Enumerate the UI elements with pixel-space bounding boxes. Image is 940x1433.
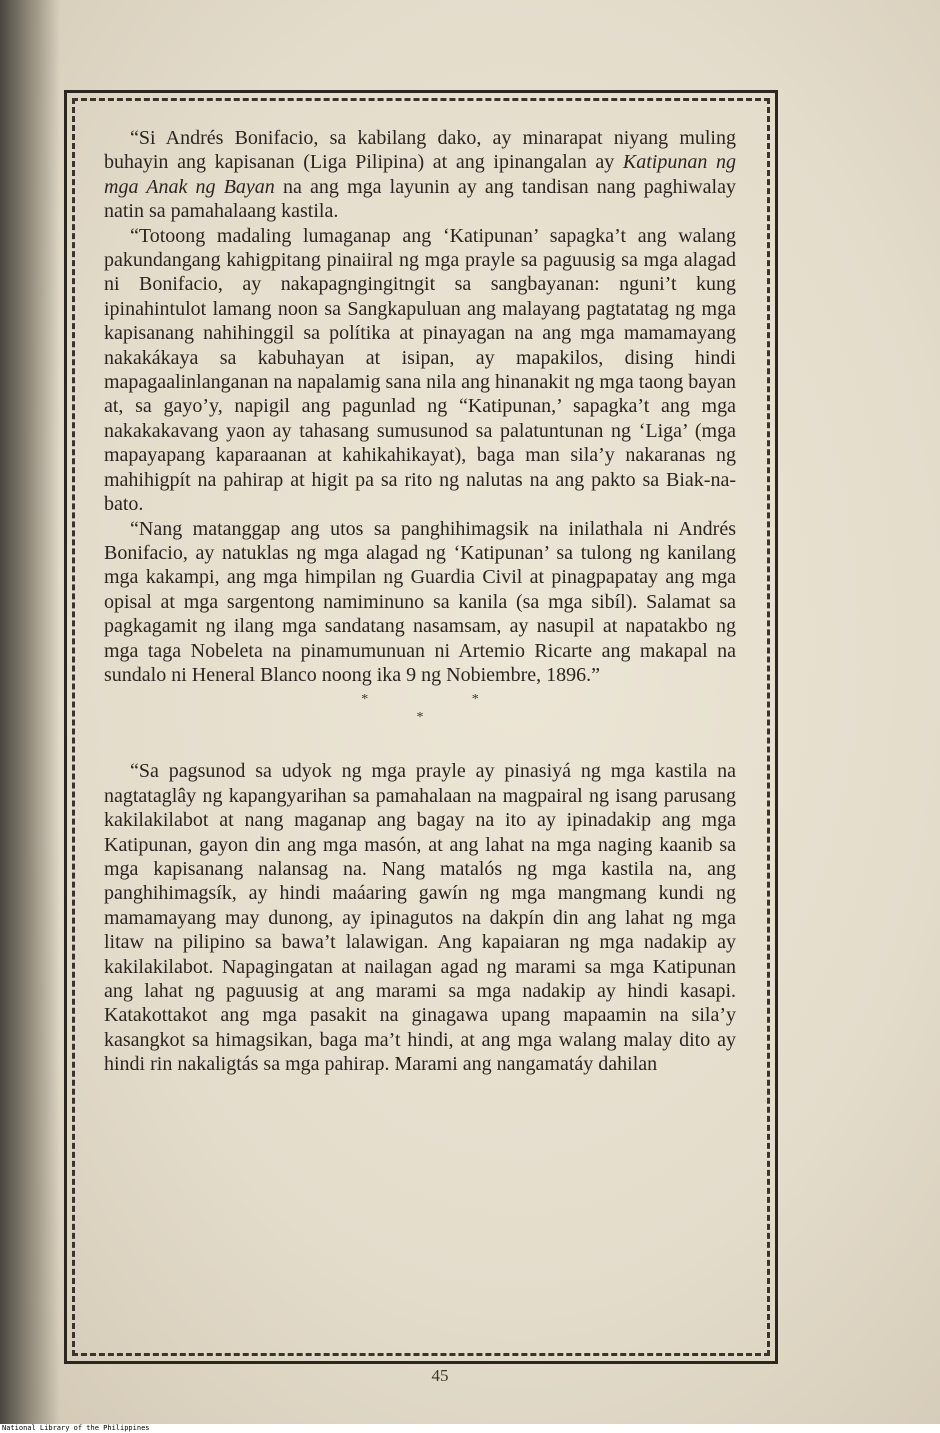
paragraph-1 [104,126,736,224]
page-text [104,126,736,1077]
library-credit: National Library of the Philippines [2,1424,150,1432]
paragraph-4: “Sa pagsunod sa udyok ng mga prayle ay pinasiyá ng mga kastila na nagtataglây ng kapangyarihan sa pamahalaan na magpairal ng isang parusang kakilakilabot at nang maganap ang bagay na ito ay ipinadakip ang mga Katipunan, gayon din ang mga masón, at ang lahat na mga naging kaanib sa mga kapisanang nalansag na. Nang matalós ng mga kastila na, ang panghihimagsík, ay hindi maáaring gawín ng mga mangmang kundi ng mamamayang may dunong, ay ipinagutos na dakpín din ang lahat ng mga litaw na pilipino sa bawa’t lalawigan. Ang kapaiaran ng mga nadakip ay kakilakilabot. Napagingatan at nailagan agad ng marami sa mga Katipunan ang lahat ng paguusig at ang marami sa mga nadakip ay hindi kasapi. Katakottakot ang mga pasakit na ginagawa upang mapaamin na sila’y kasangkot sa himagsikan, baga ma’t hindi, at ang mga walang malay dito ay hindi rin nakaligtás sa mga pahirap. Marami ang nangamatáy dahilan [104,760,736,1076]
paragraph-3: “Nang matanggap ang utos sa panghihimagsik na inilathala ni Andrés Bonifacio, ay natuklas ng mga alagad ng ‘Katipunan’ sa tulong ng kanilang mga kakampi, ang mga himpilan ng Guardia Civil at pinagpapatay ang mga opisal at mga sargentong namiminuno sa kanila (sa mga sibíl). Salamat sa pagkagamit ng ilang mga sandatang nasamsam, ay nasupil at napatakbo ng mga taga Nobeleta na pinamumunuan ni Artemio Ricarte ang makapal na sundalo ni Heneral Blanco noong ika 9 ng Nobiembre, 1896.” [104,517,736,686]
section-spacer [104,727,736,759]
paragraph-1-text-end: na ang mga layunin ay ang tandisan nang paghiwalay natin sa pamahalaang kastila. [104,175,736,223]
paragraph-1-text: “Si Andrés Bonifacio, sa kabilang dako, ay minarapat niyang muling buhayin ang kapisanan (Liga Pilipina) at ang ipinangalan ay [104,127,736,174]
book-gutter-shadow [0,0,60,1424]
section-separator [104,691,736,727]
paragraph-2: “Totoong madaling lumaganap ang ‘Katipunan’ sapagka’t ang walang pakundangang kahigpitang pinaiiral ng mga prayle sa paguusig sa mga alagad ni Bonifacio, ay nakapagngingitngit sa sangbayanan: nguni’t kung ipinahintulot lamang noon sa Sangkapuluan ang malayang pagtatatag ng mga kapisanang nahihinggil sa polítika at pinayagan na ang mga mamamayang nakakákaya sa kabuhayan at isipan, ay mapakilos, dising hindi mapagaalinlanganan na napalamig sana nila ang hinanakit ng mga taong bayan at, sa gayo’y, napigil ang pagunlad ng “Katipunan,’ sapagka’t ang mga nakakakavang yaon ay tahasang sumusunod sa palatuntunan ng ‘Liga’ (mga mapayapang kaparaanan at kahikahikayat), baga man sila’y nakaranas ng mahihigpít na pahirap at higit pa sa rito ng nalutas na ang pakto sa Biak-na-bato. [104,224,736,516]
paragraph-1-italic-name: Katipunan ng mga Anak ng Bayan [104,151,737,198]
page-number: 45 [431,1366,449,1385]
separator-star-bottom: * [416,710,424,726]
separator-stars-top: * * [361,692,529,708]
